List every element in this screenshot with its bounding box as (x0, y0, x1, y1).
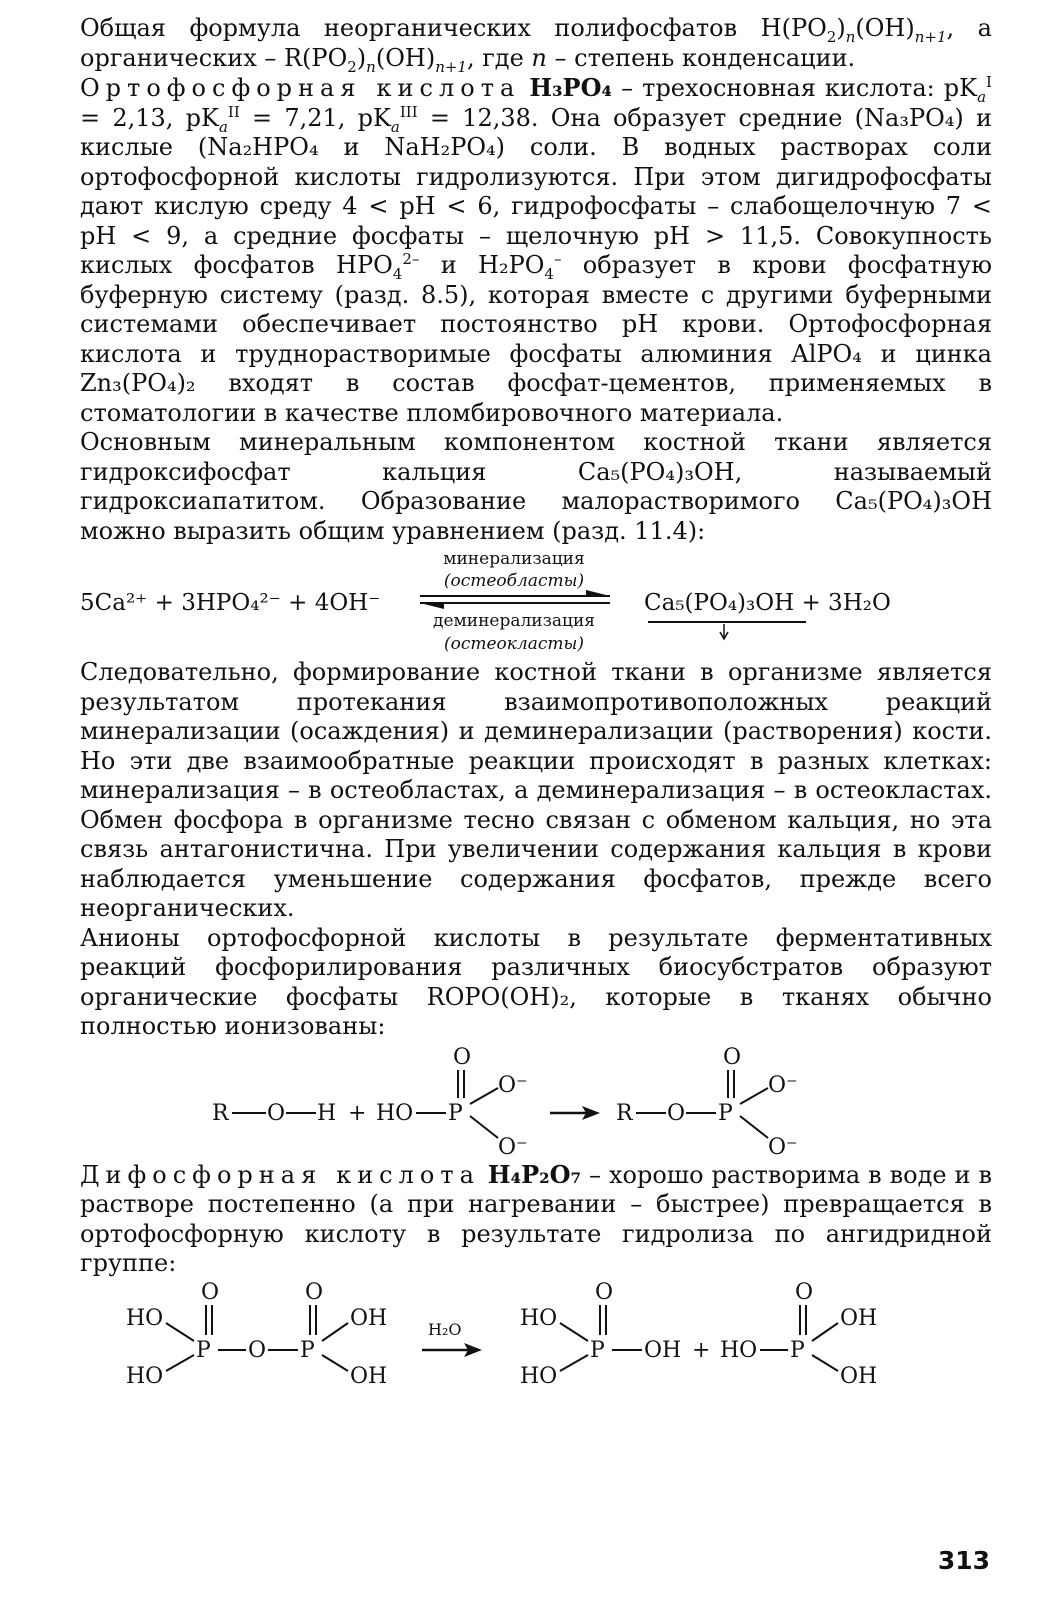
subscript: n+1 (914, 27, 947, 46)
atom-O: O (667, 1100, 686, 1126)
atom-HO: HO (126, 1305, 164, 1331)
atom-OH: OH (840, 1363, 878, 1389)
atom-HO: HO (520, 1305, 558, 1331)
atom-O-top: O (453, 1044, 472, 1070)
superscript: III (399, 102, 418, 121)
subscript: 2 (826, 27, 837, 46)
text-span: = 12,38. Она образует средние (Na₃PO₄) и кислые (Na₂HPO₄ и NaH₂PO₄) соли. В водных растворах соли ортофосфорной кислоты гидролизуются. При этом дигидрофосфаты дают кислую среду 4 < pH < 6, гидрофосфаты – слабощелочную 7 < pH < 9, а средние фосфаты – щелочную pH > 11,5. Совокупность кислых фосфатов HPO (80, 103, 993, 279)
text-span: , где (466, 43, 532, 72)
mineralization-equation (80, 546, 992, 658)
text-span: (OH) (375, 43, 436, 72)
atom-O-minus: O⁻ (768, 1134, 798, 1160)
text-span: и H₂PO (419, 251, 545, 279)
reaction-arrow (422, 1343, 482, 1357)
atom-O: O (267, 1100, 286, 1126)
label-osteoblasts: (остеобласты) (443, 571, 585, 591)
atom-P: P (300, 1337, 315, 1363)
atom-O-minus: O⁻ (498, 1072, 528, 1098)
text-span: = 7,21, pK (239, 103, 391, 132)
atom-OH: OH (644, 1337, 682, 1363)
atom-O: O (595, 1279, 614, 1305)
plus-sign: + (692, 1337, 711, 1363)
atom-P: P (196, 1337, 211, 1363)
formula-h3po4: H₃PO₄ (529, 73, 613, 102)
text-span: – трехосновная кислота: pK (612, 74, 978, 102)
atom-P: P (718, 1100, 733, 1126)
atom-O-top: O (723, 1044, 742, 1070)
atom-OH: OH (840, 1305, 878, 1331)
subscript: n (366, 57, 376, 76)
superscript: 2– (402, 250, 420, 268)
atom-R: R (212, 1100, 229, 1126)
atom-H: H (317, 1100, 337, 1126)
text-span: Общая формула неорганических полифосфатов H(PO (80, 14, 827, 42)
atom-P: P (790, 1337, 805, 1363)
text-span: , а органических – R(PO (80, 14, 992, 72)
text-span: – хорошо растворима в воде и в растворе постепенно (а при нагревании – быстрее) превращается в ортофосфорную кислоту в результате гидролиза по ангидридной группе: (80, 1160, 993, 1277)
atom-O: O (201, 1279, 220, 1305)
formula-h4p2o7: H₄P₂O₇ (487, 1159, 582, 1189)
atom-P: P (448, 1100, 463, 1126)
plus-sign: + (348, 1100, 367, 1126)
term-orthophosphoric-acid: Ортофосфорная кислота (80, 74, 521, 102)
subscript: a (390, 117, 400, 136)
label-demineralization: деминерализация (432, 611, 596, 631)
text-span: ) (356, 43, 367, 72)
hydrolysis-svg (80, 1279, 992, 1399)
text-span: = 2,13, pK (80, 103, 219, 132)
subscript: a (218, 117, 228, 136)
reaction-arrow (550, 1106, 600, 1120)
paragraph-orthophosphoric-acid (80, 73, 992, 428)
equilibrium-arrows (420, 590, 610, 609)
precipitate-mark (648, 622, 806, 639)
atom-OH: OH (350, 1363, 388, 1389)
text-span: образует в крови фосфатную буферную систему (разд. 8.5), которая вместе с другими буферными системами обеспечивает постоянство pH крови. Ортофосфорная кислота и труднорастворимые фосфаты алюминия AlPO₄ и цинка Zn₃(PO₄)₂ входят в состав фосфат-цементов, применяемых в стоматологии в качестве пломбировочного материала. (80, 251, 992, 427)
atom-O-minus: O⁻ (768, 1072, 798, 1098)
hydrolysis-scheme (80, 1279, 992, 1399)
atom-HO: HO (376, 1100, 414, 1126)
page-body (80, 14, 992, 1399)
equation-svg (80, 546, 992, 658)
superscript: II (227, 102, 240, 121)
italic-variable: n (531, 43, 547, 72)
atom-HO: HO (126, 1363, 164, 1389)
atom-R: R (616, 1100, 633, 1126)
subscript: 2 (347, 57, 357, 76)
text-span: (OH) (855, 14, 915, 42)
label-water: H₂O (428, 1319, 462, 1339)
subscript: n+1 (435, 57, 467, 76)
phosphorylation-scheme (80, 1042, 992, 1160)
superscript: I (986, 73, 992, 91)
atom-O: O (795, 1279, 814, 1305)
atom-OH: OH (350, 1305, 388, 1331)
label-mineralization: минерализация (443, 549, 585, 569)
equation-right: Ca₅(PO₄)₃OH + 3H₂O (644, 590, 891, 616)
atom-HO: HO (720, 1337, 758, 1363)
paragraph-diphosphoric-acid (80, 1160, 992, 1279)
term-diphosphoric-acid: Дифосфорная кислота (80, 1160, 480, 1189)
equation-left: 5Ca²⁺ + 3HPO₄²⁻ + 4OH⁻ (80, 590, 381, 616)
subscript: 4 (544, 264, 554, 283)
subscript: n (845, 27, 856, 46)
subscript: 4 (392, 264, 403, 283)
paragraph-organic-phosphates: Анионы ортофосфорной кислоты в результате ферментативных реакций фосфорилирования различных биосубстратов образуют органические фосфаты ROPO(OH)₂, которые в тканях обычно полностью ионизованы: (80, 923, 992, 1040)
paragraph-bone-tissue: Следовательно, формирование костной ткани в организме является результатом протекания взаимопротивоположных реакций минерализации (осаждения) и деминерализации (растворения) кости. Но эти две взаимообратные реакции происходят в разных клетках: минерализация – в остеобластах, а деминерализация – в остеокластах. Обмен фосфора в организме тесно связан с обменом кальция, но эта связь антагонистична. При увеличении содержания кальция в крови наблюдается уменьшение содержания фосфатов, прежде всего неорганических. (80, 658, 992, 922)
atom-HO: HO (520, 1363, 558, 1389)
atom-O-bridge: O (248, 1337, 267, 1363)
text-span: – степень конденсации. (546, 43, 856, 72)
atom-P: P (590, 1337, 605, 1363)
atom-O: O (305, 1279, 324, 1305)
paragraph-hydroxyapatite: Основным минеральным компонентом костной ткани является гидроксифосфат кальция Ca₅(PO₄)₃OH, называемый гидроксиапатитом. Образование малорастворимого Ca₅(PO₄)₃OH можно выразить общим уравнением (разд. 11.4): (80, 428, 992, 545)
superscript: – (553, 250, 562, 268)
atom-O-minus: O⁻ (498, 1134, 528, 1160)
text-span: ) (836, 14, 846, 42)
page-number: 313 (937, 1546, 990, 1575)
phosphorylation-svg (80, 1042, 992, 1160)
label-osteoclasts: (остеокласты) (443, 634, 585, 654)
paragraph-polyphosphates (80, 14, 992, 76)
subscript: a (977, 87, 987, 106)
